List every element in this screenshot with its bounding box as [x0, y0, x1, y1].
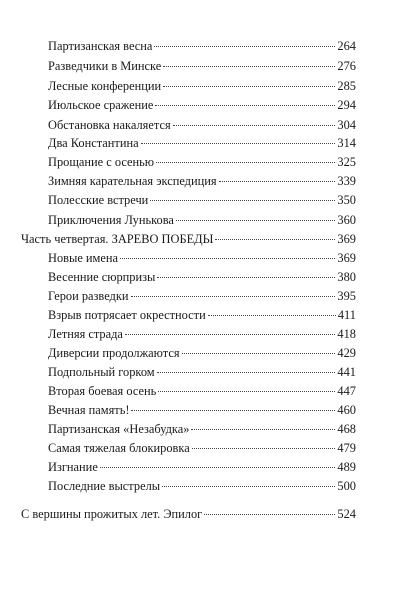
toc-entry-line	[48, 268, 356, 286]
toc-entry-page-number: 369	[337, 251, 356, 265]
toc-entry	[0, 249, 400, 267]
toc-entry-page-number: 441	[337, 365, 356, 379]
toc-entry-page-number: 411	[337, 308, 356, 322]
toc-entry-line	[48, 153, 356, 171]
toc-entry-line	[48, 382, 356, 400]
dot-leader	[204, 514, 335, 515]
toc-entry-title: Летняя страда	[48, 327, 123, 341]
toc-entry-title: Лесные конференции	[48, 79, 162, 93]
toc-entry-line	[48, 458, 356, 476]
dot-leader	[163, 66, 335, 67]
toc-entry-page-number: 489	[337, 460, 356, 474]
toc-entry-title: Изгнание	[48, 460, 98, 474]
toc-entry-title: Диверсии продолжаются	[48, 346, 180, 360]
toc-entry	[0, 458, 400, 476]
dot-leader	[173, 125, 336, 126]
dot-leader	[176, 220, 336, 221]
dot-leader	[125, 334, 335, 335]
dot-leader	[131, 410, 335, 411]
dot-leader	[215, 239, 335, 240]
toc-entry-title: Вечная память!	[48, 403, 130, 417]
toc-entry	[0, 439, 400, 457]
toc-entry-line	[48, 37, 356, 55]
toc-entry-line	[48, 191, 356, 209]
toc-entry	[0, 57, 400, 75]
toc-entry	[0, 287, 400, 305]
dot-leader	[191, 429, 335, 430]
toc-entry	[0, 382, 400, 400]
toc-entry-page-number: 468	[337, 422, 356, 436]
toc-entry-title: Взрыв потрясает окрестности	[48, 308, 206, 322]
toc-entry-title: С вершины прожитых лет. Эпилог	[21, 507, 203, 521]
toc-entry-title: Партизанская «Незабудка»	[48, 422, 190, 436]
toc-entry-page-number: 314	[337, 136, 356, 150]
toc-entry-title: Июльское сражение	[48, 98, 154, 112]
dot-leader	[219, 181, 336, 182]
dot-leader	[131, 296, 336, 297]
toc-entry	[0, 268, 400, 286]
toc-entry-line	[48, 57, 356, 75]
toc-entry	[0, 191, 400, 209]
toc-entry-page-number: 479	[337, 441, 356, 455]
toc-entry-title: Зимняя карательная экспедиция	[48, 174, 217, 188]
toc-entry-page-number: 294	[337, 98, 356, 112]
toc-entry-title: Прощание с осенью	[48, 155, 155, 169]
toc-entry-title: Герои разведки	[48, 289, 129, 303]
toc-entry-page-number: 325	[337, 155, 356, 169]
toc-entry-line	[48, 116, 356, 134]
toc-entry	[0, 344, 400, 362]
dot-leader	[100, 467, 336, 468]
toc-entry-title: Самая тяжелая блокировка	[48, 441, 190, 455]
toc-entry-title: Часть четвертая. ЗАРЕВО ПОБЕДЫ	[21, 232, 214, 246]
toc-entry-line	[48, 306, 356, 324]
toc-entry-line	[48, 401, 356, 419]
dot-leader	[208, 315, 336, 316]
toc-entry-title: Последние выстрелы	[48, 479, 161, 493]
toc-entry-page-number: 369	[337, 232, 356, 246]
toc-entry-title: Вторая боевая осень	[48, 384, 157, 398]
dot-leader	[155, 105, 335, 106]
toc-entry-title: Партизанская весна	[48, 39, 153, 53]
toc-entry-title: Два Константина	[48, 136, 139, 150]
toc-entry-line	[48, 363, 356, 381]
toc-entry-page-number: 395	[337, 289, 356, 303]
toc-entry-line	[21, 505, 356, 523]
toc-entry	[0, 134, 400, 152]
toc-entry-line	[48, 420, 356, 438]
toc-entry-page-number: 429	[337, 346, 356, 360]
toc-entry	[0, 477, 400, 495]
toc-entry	[0, 153, 400, 171]
dot-leader	[182, 353, 336, 354]
toc-entry-line	[48, 477, 356, 495]
dot-leader	[157, 277, 335, 278]
toc-entry-page-number: 460	[337, 403, 356, 417]
toc-entry-line	[48, 211, 356, 229]
dot-leader	[156, 162, 335, 163]
toc-entry-line	[48, 344, 356, 362]
toc-entry-line	[48, 134, 356, 152]
dot-leader	[162, 486, 335, 487]
toc-entry-line	[48, 172, 356, 190]
dot-leader	[141, 143, 336, 144]
toc-entry-title: Весенние сюрпризы	[48, 270, 156, 284]
toc-entry-title: Разведчики в Минске	[48, 59, 162, 73]
toc-entry-page-number: 276	[337, 59, 356, 73]
toc-entry-page-number: 285	[337, 79, 356, 93]
toc-entry	[0, 77, 400, 95]
toc-entry-page-number: 339	[337, 174, 356, 188]
toc-entry-title: Обстановка накаляется	[48, 118, 171, 132]
toc-entry-line	[48, 77, 356, 95]
toc-entry	[0, 172, 400, 190]
toc-entry	[0, 401, 400, 419]
dot-leader	[157, 372, 336, 373]
toc-entry-page-number: 524	[337, 507, 356, 521]
dot-leader	[158, 391, 335, 392]
toc-entry-line	[21, 230, 356, 248]
toc-entry-line	[48, 325, 356, 343]
toc-entry	[0, 306, 400, 324]
toc-entry	[0, 363, 400, 381]
toc-entry	[0, 325, 400, 343]
toc-entry-line	[48, 439, 356, 457]
toc-entry-page-number: 304	[337, 118, 356, 132]
toc-entry-title: Приключения Лунькова	[48, 213, 174, 227]
dot-leader	[192, 448, 336, 449]
toc-entry-line	[48, 287, 356, 305]
toc-entry-page-number: 264	[337, 39, 356, 53]
toc-entry-title: Подпольный горком	[48, 365, 155, 379]
toc-entry	[0, 37, 400, 55]
toc-entry-page-number: 500	[337, 479, 356, 493]
toc-entry	[0, 420, 400, 438]
toc-entry-page-number: 447	[337, 384, 356, 398]
toc-entry	[0, 211, 400, 229]
toc-part-heading	[0, 505, 400, 523]
toc-entry-line	[48, 96, 356, 114]
dot-leader	[150, 200, 335, 201]
toc-entry-page-number: 360	[337, 213, 356, 227]
toc-entry	[0, 96, 400, 114]
dot-leader	[120, 258, 335, 259]
toc-entry-line	[48, 249, 356, 267]
dot-leader	[154, 46, 335, 47]
toc-part-heading	[0, 230, 400, 248]
toc-entry-title: Полесские встречи	[48, 193, 149, 207]
toc-entry	[0, 116, 400, 134]
dot-leader	[163, 86, 335, 87]
toc-entry-page-number: 418	[337, 327, 356, 341]
toc-entry-page-number: 350	[337, 193, 356, 207]
toc-entry-page-number: 380	[337, 270, 356, 284]
toc-entry-title: Новые имена	[48, 251, 119, 265]
